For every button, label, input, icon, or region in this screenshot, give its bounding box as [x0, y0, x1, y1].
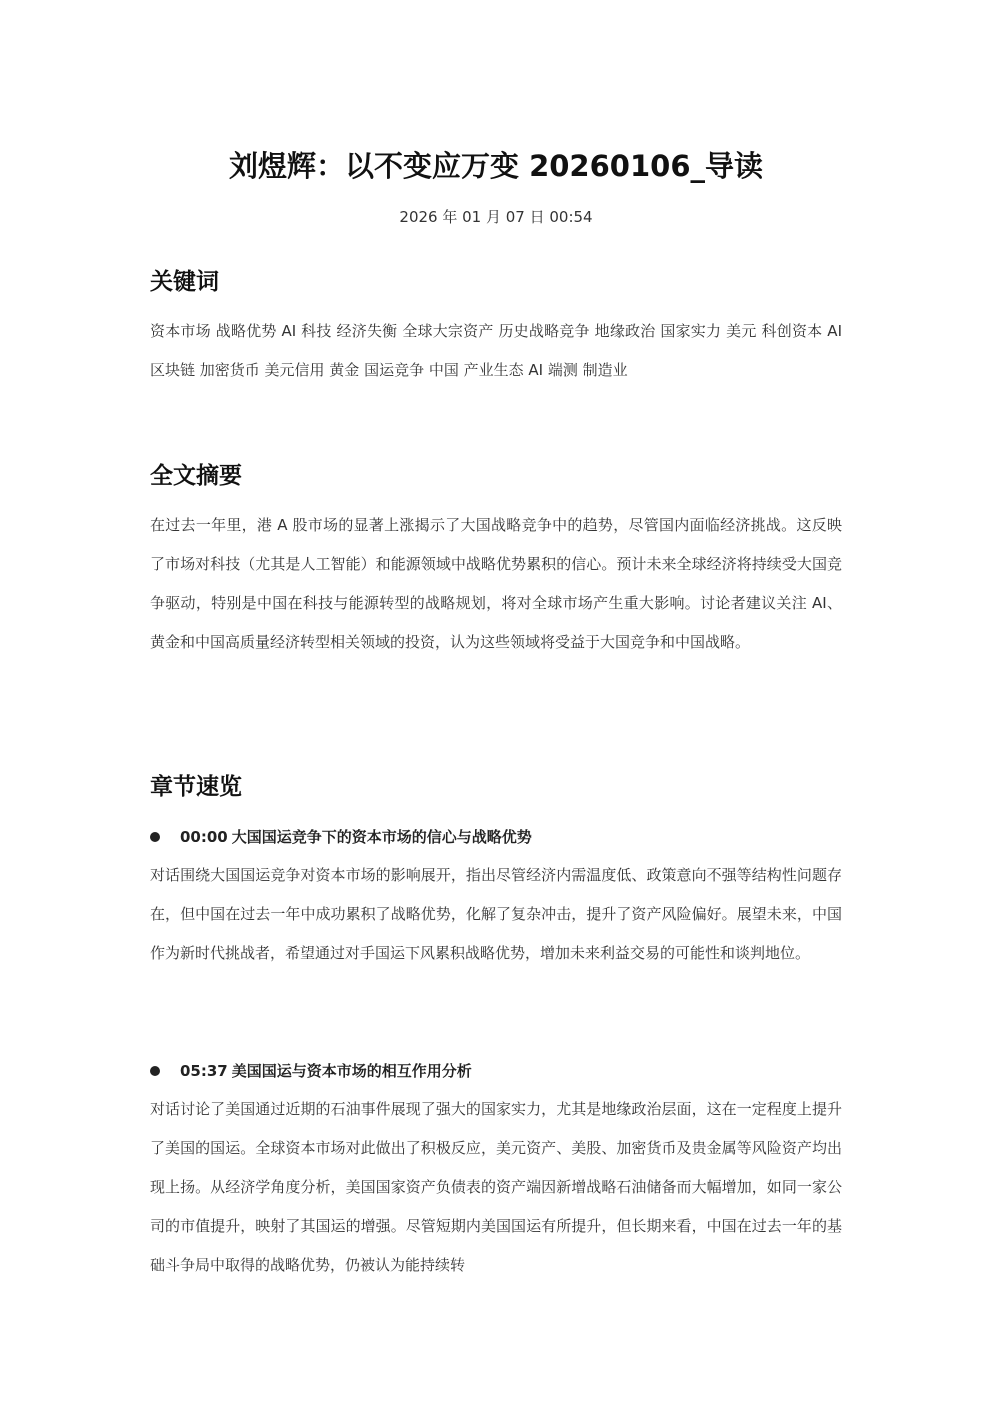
- chapter-heading: [150, 1059, 472, 1083]
- bullet-icon: [150, 832, 160, 842]
- keywords-heading: 关键词: [150, 269, 219, 295]
- chapters-heading: 章节速览: [150, 774, 242, 800]
- chapter-timestamp: 00:00: [180, 828, 228, 846]
- document-title: 刘煜辉：以不变应万变 20260106_导读: [228, 149, 764, 183]
- keywords-text: 资本市场 战略优势 AI 科技 经济失衡 全球大宗资产 历史战略竞争 地缘政治 国家实力 美元 科创资本 AI 区块链 加密货币 美元信用 黄金 国运竞争 中国 产业生态 AI 端测 制造业: [150, 322, 842, 379]
- summary-text: 在过去一年里，港 A 股市场的显著上涨揭示了大国战略竞争中的趋势，尽管国内面临经济挑战。这反映了市场对科技（尤其是人工智能）和能源领域中战略优势累积的信心。预计未来全球经济将持续受大国竞争驱动，特别是中国在科技与能源转型的战略规划，将对全球市场产生重大影响。讨论者建议关注 AI、黄金和中国高质量经济转型相关领域的投资，认为这些领域将受益于大国竞争和中国战略。: [150, 516, 842, 651]
- chapter-timestamp: 05:37: [180, 1062, 228, 1080]
- bullet-icon: [150, 1066, 160, 1076]
- document-date: 2026 年 01 月 07 日 00:54: [399, 208, 593, 226]
- chapter-title: 美国国运与资本市场的相互作用分析: [231, 1062, 472, 1080]
- chapter-text: 对话讨论了美国通过近期的石油事件展现了强大的国家实力，尤其是地缘政治层面，这在一定程度上提升了美国的国运。全球资本市场对此做出了积极反应，美元资产、美股、加密货币及贵金属等风险资产均出现上扬。从经济学角度分析，美国国家资产负债表的资产端因新增战略石油储备而大幅增加，如同一家公司的市值提升，映射了其国运的增强。尽管短期内美国国运有所提升，但长期来看，中国在过去一年的基础斗争局中取得的战略优势，仍被认为能持续转: [150, 1100, 842, 1274]
- chapter-title: 大国国运竞争下的资本市场的信心与战略优势: [231, 828, 532, 846]
- chapter-heading: [150, 825, 532, 849]
- summary-heading: 全文摘要: [150, 463, 242, 489]
- chapter-text: 对话围绕大国国运竞争对资本市场的影响展开，指出尽管经济内需温度低、政策意向不强等结构性问题存在，但中国在过去一年中成功累积了战略优势，化解了复杂冲击，提升了资产风险偏好。展望未来，中国作为新时代挑战者，希望通过对手国运下风累积战略优势，增加未来利益交易的可能性和谈判地位。: [150, 866, 842, 962]
